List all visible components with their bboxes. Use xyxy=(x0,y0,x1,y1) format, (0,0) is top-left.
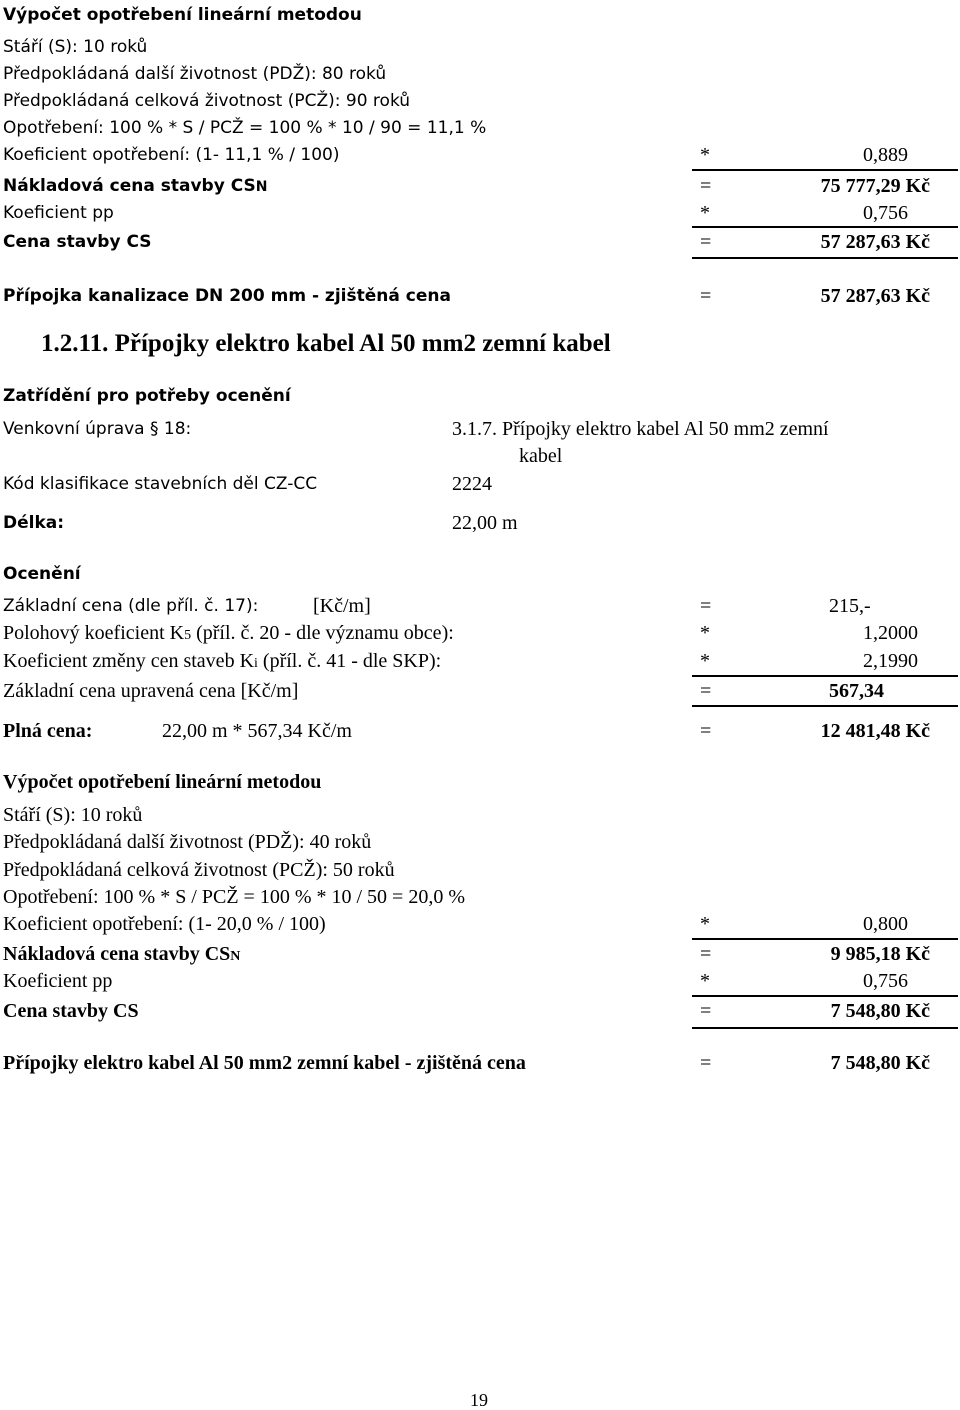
rule xyxy=(692,257,958,259)
delka-value: 22,00 m xyxy=(452,512,518,534)
wear2-coef-value: 0,800 xyxy=(863,913,908,935)
delka-label: Délka: xyxy=(3,513,65,533)
found1-op: = xyxy=(700,285,712,307)
base-op: = xyxy=(700,595,712,617)
wear1-price-value: 57 287,63 Kč xyxy=(820,231,930,253)
wear1-cost-value: 75 777,29 Kč xyxy=(820,175,930,197)
full-label: Plná cena: xyxy=(3,720,93,742)
wear2-price-label: Cena stavby CS xyxy=(3,1000,139,1022)
wear2-cost-op: = xyxy=(700,943,712,965)
classification-heading: Zatřídění pro potřeby ocenění xyxy=(3,386,291,406)
wear2-price-value: 7 548,80 Kč xyxy=(830,1000,930,1022)
wear2-coef-op: * xyxy=(700,913,710,935)
kod-value: 2224 xyxy=(452,473,492,495)
base-unit: [Kč/m] xyxy=(313,595,371,617)
wear2-age: Stáří (S): 10 roků xyxy=(3,804,143,826)
kod-label: Kód klasifikace stavebních děl CZ-CC xyxy=(3,474,318,494)
wear1-price-op: = xyxy=(700,231,712,253)
full-op: = xyxy=(700,720,712,742)
rule xyxy=(692,938,958,940)
wear2-wear: Opotřebení: 100 % * S / PCŽ = 100 % * 10 / 50 = 20,0 % xyxy=(3,886,465,908)
ki-label: Koeficient změny cen staveb Ki (příl. č. 41 - dle SKP): xyxy=(3,650,442,672)
wear2-total: Předpokládaná celková životnost (PCŽ): 50 roků xyxy=(3,859,395,881)
section-title: 1.2.11. Přípojky elektro kabel Al 50 mm2 zemní kabel xyxy=(41,330,611,357)
wear1-heading: Výpočet opotřebení lineární metodou xyxy=(3,5,362,25)
full-value: 12 481,48 Kč xyxy=(820,720,930,742)
wear1-remaining: Předpokládaná další životnost (PDŽ): 80 roků xyxy=(3,64,387,84)
wear2-cost-label: Nákladová cena stavby CSN xyxy=(3,943,241,965)
wear2-pp-label: Koeficient pp xyxy=(3,970,113,992)
adj-label: Základní cena upravená cena [Kč/m] xyxy=(3,680,299,702)
found2-op: = xyxy=(700,1052,712,1074)
rule xyxy=(692,1027,958,1029)
wear2-remaining: Předpokládaná další životnost (PDŽ): 40 roků xyxy=(3,831,372,853)
wear2-price-op: = xyxy=(700,1000,712,1022)
wear1-pp-value: 0,756 xyxy=(863,202,908,224)
wear1-age: Stáří (S): 10 roků xyxy=(3,37,148,57)
rule xyxy=(692,995,958,997)
wear2-pp-op: * xyxy=(700,970,710,992)
wear1-price-label: Cena stavby CS xyxy=(3,232,152,252)
found2-value: 7 548,80 Kč xyxy=(830,1052,930,1074)
found1-label: Přípojka kanalizace DN 200 mm - zjištěná cena xyxy=(3,286,451,306)
wear1-coef-value: 0,889 xyxy=(863,144,908,166)
k5-value: 1,2000 xyxy=(863,622,918,644)
venkovni-value-line2: kabel xyxy=(519,445,563,467)
wear2-pp-value: 0,756 xyxy=(863,970,908,992)
wear1-coef-label: Koeficient opotřebení: (1- 11,1 % / 100) xyxy=(3,145,340,165)
wear1-wear: Opotřebení: 100 % * S / PCŽ = 100 % * 10 / 90 = 11,1 % xyxy=(3,118,487,138)
adj-op: = xyxy=(700,680,712,702)
found1-value: 57 287,63 Kč xyxy=(820,285,930,307)
page-number: 19 xyxy=(470,1390,488,1410)
wear1-cost-op: = xyxy=(700,175,712,197)
wear1-cost-label: Nákladová cena stavby CSN xyxy=(3,176,268,196)
k5-op: * xyxy=(700,622,710,644)
venkovni-label: Venkovní úprava § 18: xyxy=(3,419,192,439)
rule xyxy=(692,226,958,228)
wear1-pp-op: * xyxy=(700,202,710,224)
adj-value: 567,34 xyxy=(829,680,884,702)
wear1-pp-label: Koeficient pp xyxy=(3,203,114,223)
found2-label: Přípojky elektro kabel Al 50 mm2 zemní kabel - zjištěná cena xyxy=(3,1052,526,1074)
k5-label: Polohový koeficient K5 (příl. č. 20 - dle významu obce): xyxy=(3,622,454,644)
wear2-coef-label: Koeficient opotřebení: (1- 20,0 % / 100) xyxy=(3,913,326,935)
wear1-coef-op: * xyxy=(700,144,710,166)
base-value: 215,- xyxy=(829,595,871,617)
rule xyxy=(692,169,958,171)
ki-value: 2,1990 xyxy=(863,650,918,672)
wear2-heading: Výpočet opotřebení lineární metodou xyxy=(3,771,322,793)
wear1-total: Předpokládaná celková životnost (PCŽ): 90 roků xyxy=(3,91,411,111)
ki-op: * xyxy=(700,650,710,672)
rule xyxy=(692,705,958,707)
rule xyxy=(692,675,958,677)
wear2-cost-value: 9 985,18 Kč xyxy=(830,943,930,965)
full-formula: 22,00 m * 567,34 Kč/m xyxy=(162,720,352,742)
valuation-heading: Ocenění xyxy=(3,564,81,584)
venkovni-value-line1: 3.1.7. Přípojky elektro kabel Al 50 mm2 zemní xyxy=(452,418,829,440)
base-label: Základní cena (dle příl. č. 17): xyxy=(3,596,259,616)
